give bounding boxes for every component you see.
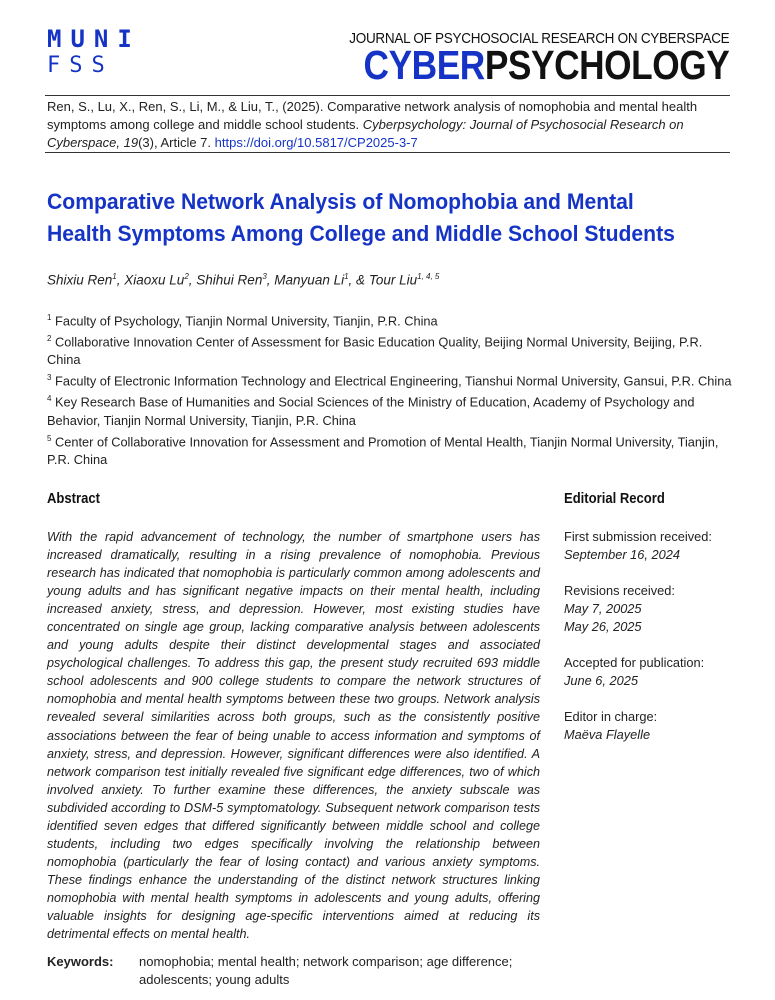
affiliation-text: Faculty of Psychology, Tianjin Normal University, Tianjin, P.R. China (51, 313, 438, 329)
affiliation-number: 5 (47, 433, 52, 443)
affiliation-text: Center of Collaborative Innovation for Assessment and Promotion of Mental Health, Tianjin Normal University, Tianjin, P.R. China (47, 433, 719, 467)
citation-issue: (3), Article 7. (138, 135, 212, 150)
author-list (47, 272, 439, 288)
accepted-label: Accepted for publication: (564, 655, 705, 671)
affiliation-item (47, 430, 737, 469)
journal-name-psychology: PSYCHOLOGY (484, 42, 729, 88)
keywords-value: nomophobia; mental health; network comparison; age difference; adolescents; young adults (139, 954, 513, 987)
journal-subtitle: JOURNAL OF PSYCHOSOCIAL RESEARCH ON CYBERSPACE (348, 30, 729, 47)
paper-title: Comparative Network Analysis of Nomophobia and Mental Health Symptoms Among College and Middle School Students (47, 189, 675, 246)
author-name: Shixiu Ren (47, 272, 113, 288)
publisher-logo (47, 26, 141, 80)
affiliation-number: 3 (47, 373, 52, 383)
author-name: Shihui Ren (196, 272, 263, 288)
affiliation-number: 4 (47, 394, 52, 404)
affiliation-number: 1 (47, 313, 52, 322)
keywords-label: Keywords: (47, 954, 114, 969)
affiliation-item (47, 369, 737, 390)
editor-name: Maëva Flayelle (564, 727, 651, 743)
author-affiliation-marker: 2 (184, 272, 189, 281)
author-separator: , & (348, 272, 369, 288)
abstract-text: With the rapid advancement of technology, the number of smartphone users has increased dramatically, resulting in a rising prevalence of nomophobia. Previous research has indicated that nomophobia is particularly common among adolescents and young adults and has significant negative impacts on their mental health, including increased anxiety, stress, and depression. However, most existing studies have concentrated on single age group, lacking comparative analysis between adolescents and young adults despite their distinct developmental stages and associated psychological challenges. To address this gap, the present study recruited 693 middle school adolescents and 900 college students to compare the network structures of nomophobia and mental health symptoms between these two groups. Network analysis revealed several similarities across both groups, such as the consistently positive associations between the fear of being unable to access information and symptoms of anxiety, stress, and depression. However, significant differences were also identified. A network comparison test initially revealed five significant edge differences, two of which involved anxiety. To further examine these differences, the anxiety subscale was subdivided according to DSM-5 symptomatology. Subsequent network comparison tests identified seven edges that differed significantly between middle school and college students, including two edges specifically involving the relationship between nomophobia (particularly the fear of losing contact) and various anxiety symptoms. These findings enhance the understanding of the distinct network structures linking nomophobia with mental health symptoms in adolescents and young adults, offering valuable insights for designing age-specific interventions aimed at reducing its detrimental effects on mental health. (47, 530, 540, 942)
author-affiliation-marker: 3 (262, 272, 267, 281)
journal-name-cyber: CYBER (363, 42, 485, 88)
revisions-label: Revisions received: (564, 583, 675, 599)
publisher-logo-line2: FSS (47, 53, 114, 78)
author-affiliation-marker: 1, 4, 5 (417, 272, 440, 281)
author-affiliation-marker: 1 (112, 272, 117, 281)
author-separator: , (116, 272, 125, 288)
affiliation-text: Key Research Base of Humanities and Social Sciences of the Ministry of Education, Academy of Psychology and Behavior, Tianjin Normal University, Tianjin, P.R. China (47, 394, 695, 428)
editorial-record (564, 528, 744, 762)
citation-journal: Cyberpsychology: Journal of Psychosocial Research on Cyberspace, 19 (47, 117, 684, 150)
accepted-date: June 6, 2025 (564, 673, 639, 689)
author-separator: , (188, 272, 197, 288)
revision-date-2: May 26, 2025 (564, 619, 642, 635)
editor-label: Editor in charge: (564, 709, 658, 725)
citation-block (47, 98, 737, 152)
affiliation-text: Faculty of Electronic Information Technology and Electrical Engineering, Tianshui Normal University, Gansui, P.R. China (51, 373, 732, 389)
author-name: Xiaoxu Lu (124, 272, 185, 288)
citation-text: Ren, S., Lu, X., Ren, S., Li, M., & Liu, T., (2025). Comparative network analysis of nomophobia and mental health symptoms among college and middle school students. (47, 99, 698, 132)
header-divider (45, 95, 730, 96)
author-affiliation-marker: 1 (344, 272, 349, 281)
first-submission-date: September 16, 2024 (564, 547, 680, 563)
journal-name (363, 42, 729, 89)
first-submission-label: First submission received: (564, 529, 712, 544)
editorial-heading: Editorial Record (564, 491, 665, 507)
affiliation-item (47, 390, 737, 429)
affiliation-number: 2 (47, 334, 52, 344)
author-separator: , (266, 272, 275, 288)
affiliation-list (47, 309, 737, 469)
doi-link[interactable]: https://doi.org/10.5817/CP2025-3-7 (214, 135, 418, 150)
citation-divider (45, 152, 730, 153)
affiliation-text: Collaborative Innovation Center of Assessment for Basic Education Quality, Beijing Normal University, Beijing, P.R. China (47, 334, 703, 368)
affiliation-item (47, 309, 737, 330)
author-name: Manyuan Li (274, 272, 345, 288)
publisher-logo-line1: MUNI (47, 25, 141, 53)
author-name: Tour Liu (368, 272, 418, 288)
affiliation-item (47, 330, 737, 369)
revision-date-1: May 7, 20025 (564, 601, 642, 617)
abstract-heading: Abstract (47, 491, 100, 507)
